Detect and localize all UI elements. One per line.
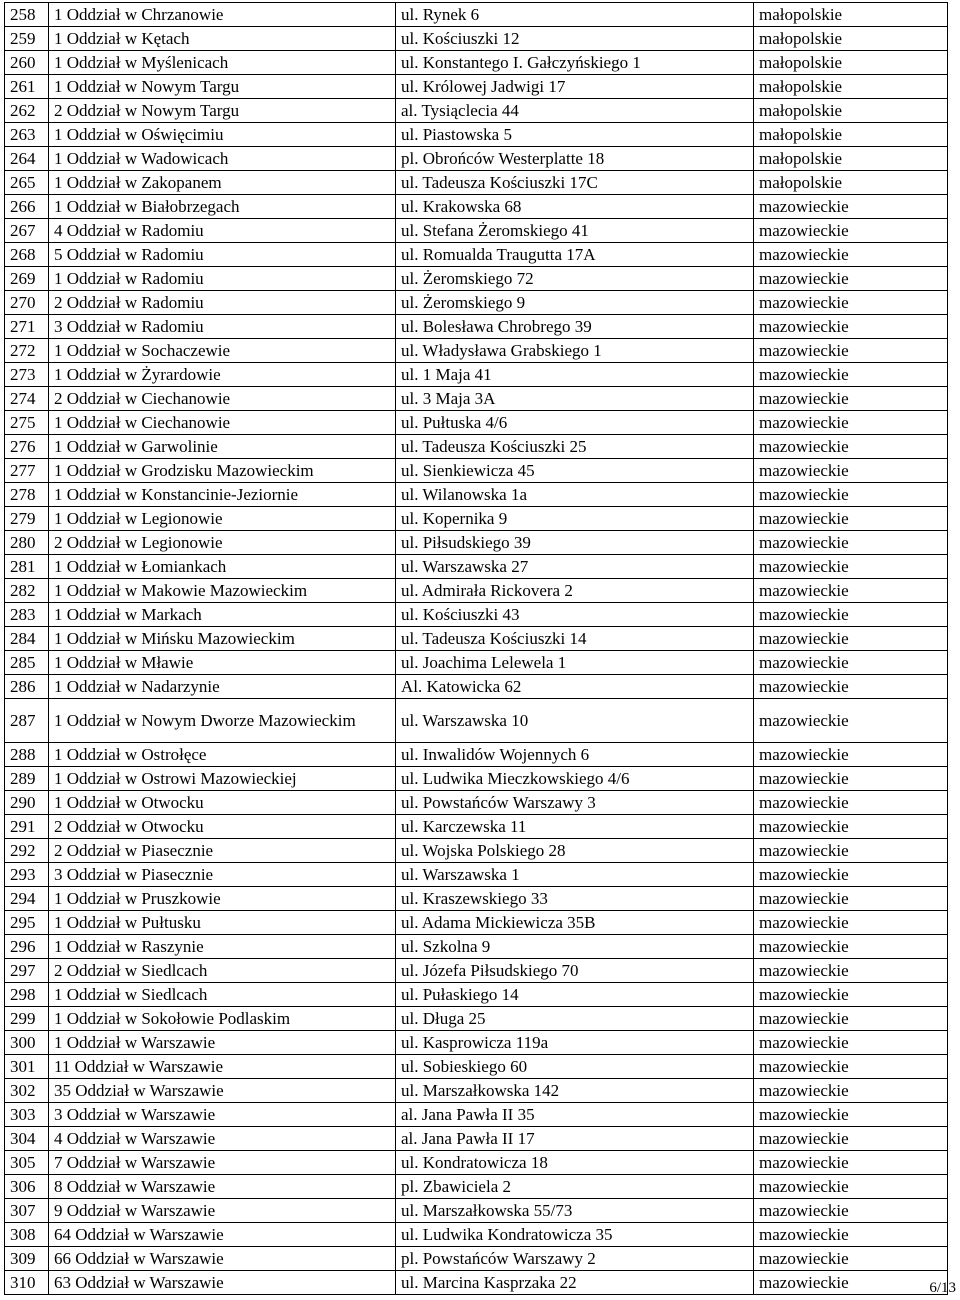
table-row (5, 911, 948, 935)
branch-name-cell: 4 Oddział w Radomiu (49, 219, 396, 243)
branch-name-cell: 5 Oddział w Radomiu (49, 243, 396, 267)
address-cell: ul. Tadeusza Kościuszki 25 (396, 435, 754, 459)
branch-name-cell: 2 Oddział w Legionowie (49, 531, 396, 555)
voivodeship-cell: małopolskie (754, 147, 948, 171)
table-row (5, 1223, 948, 1247)
branch-name-cell: 1 Oddział w Warszawie (49, 1031, 396, 1055)
row-number-cell: 302 (5, 1079, 49, 1103)
address-cell: ul. Kościuszki 43 (396, 603, 754, 627)
row-number-cell: 274 (5, 387, 49, 411)
branch-name-cell: 8 Oddział w Warszawie (49, 1175, 396, 1199)
address-cell: ul. Marszałkowska 55/73 (396, 1199, 754, 1223)
row-number-cell: 275 (5, 411, 49, 435)
address-cell: ul. Ludwika Kondratowicza 35 (396, 1223, 754, 1247)
table-row (5, 267, 948, 291)
voivodeship-cell: małopolskie (754, 99, 948, 123)
voivodeship-cell: mazowieckie (754, 1271, 948, 1295)
branch-name-cell: 1 Oddział w Siedlcach (49, 983, 396, 1007)
address-cell: ul. Sobieskiego 60 (396, 1055, 754, 1079)
address-cell: ul. Wojska Polskiego 28 (396, 839, 754, 863)
table-row (5, 27, 948, 51)
table-row (5, 815, 948, 839)
branch-name-cell: 3 Oddział w Radomiu (49, 315, 396, 339)
row-number-cell: 297 (5, 959, 49, 983)
voivodeship-cell: małopolskie (754, 51, 948, 75)
branch-name-cell: 35 Oddział w Warszawie (49, 1079, 396, 1103)
row-number-cell: 298 (5, 983, 49, 1007)
branch-table-body (5, 3, 948, 1295)
address-cell: ul. Ludwika Mieczkowskiego 4/6 (396, 767, 754, 791)
voivodeship-cell: mazowieckie (754, 839, 948, 863)
row-number-cell: 285 (5, 651, 49, 675)
voivodeship-cell: małopolskie (754, 123, 948, 147)
voivodeship-cell: mazowieckie (754, 863, 948, 887)
row-number-cell: 293 (5, 863, 49, 887)
branch-name-cell: 1 Oddział w Nowym Targu (49, 75, 396, 99)
table-row (5, 1079, 948, 1103)
address-cell: ul. Piłsudskiego 39 (396, 531, 754, 555)
table-row (5, 627, 948, 651)
voivodeship-cell: mazowieckie (754, 219, 948, 243)
table-row (5, 651, 948, 675)
address-cell: ul. 3 Maja 3A (396, 387, 754, 411)
table-row (5, 291, 948, 315)
table-row (5, 1031, 948, 1055)
row-number-cell: 281 (5, 555, 49, 579)
table-row (5, 219, 948, 243)
table-row (5, 99, 948, 123)
table-row (5, 1271, 948, 1295)
branch-name-cell: 2 Oddział w Radomiu (49, 291, 396, 315)
branch-name-cell: 1 Oddział w Sokołowie Podlaskim (49, 1007, 396, 1031)
voivodeship-cell: mazowieckie (754, 959, 948, 983)
branch-name-cell: 1 Oddział w Białobrzegach (49, 195, 396, 219)
address-cell: ul. Tadeusza Kościuszki 14 (396, 627, 754, 651)
table-row (5, 411, 948, 435)
address-cell: ul. Długa 25 (396, 1007, 754, 1031)
table-row (5, 603, 948, 627)
address-cell: ul. Piastowska 5 (396, 123, 754, 147)
row-number-cell: 277 (5, 459, 49, 483)
voivodeship-cell: mazowieckie (754, 983, 948, 1007)
branch-name-cell: 1 Oddział w Konstancinie-Jeziornie (49, 483, 396, 507)
row-number-cell: 276 (5, 435, 49, 459)
voivodeship-cell: mazowieckie (754, 1247, 948, 1271)
voivodeship-cell: mazowieckie (754, 1223, 948, 1247)
voivodeship-cell: mazowieckie (754, 1127, 948, 1151)
voivodeship-cell: mazowieckie (754, 1199, 948, 1223)
address-cell: ul. Tadeusza Kościuszki 17C (396, 171, 754, 195)
branch-name-cell: 1 Oddział w Raszynie (49, 935, 396, 959)
address-cell: ul. Żeromskiego 72 (396, 267, 754, 291)
row-number-cell: 283 (5, 603, 49, 627)
row-number-cell: 301 (5, 1055, 49, 1079)
voivodeship-cell: mazowieckie (754, 267, 948, 291)
table-row (5, 363, 948, 387)
row-number-cell: 291 (5, 815, 49, 839)
address-cell: ul. Pułaskiego 14 (396, 983, 754, 1007)
table-row (5, 1199, 948, 1223)
table-row (5, 935, 948, 959)
voivodeship-cell: mazowieckie (754, 627, 948, 651)
branch-name-cell: 1 Oddział w Nowym Dworze Mazowieckim (49, 699, 396, 743)
row-number-cell: 310 (5, 1271, 49, 1295)
address-cell: ul. Kraszewskiego 33 (396, 887, 754, 911)
branch-name-cell: 1 Oddział w Pułtusku (49, 911, 396, 935)
row-number-cell: 299 (5, 1007, 49, 1031)
branch-name-cell: 1 Oddział w Mławie (49, 651, 396, 675)
row-number-cell: 307 (5, 1199, 49, 1223)
row-number-cell: 292 (5, 839, 49, 863)
row-number-cell: 295 (5, 911, 49, 935)
row-number-cell: 268 (5, 243, 49, 267)
branch-name-cell: 63 Oddział w Warszawie (49, 1271, 396, 1295)
branch-name-cell: 2 Oddział w Nowym Targu (49, 99, 396, 123)
branch-name-cell: 1 Oddział w Ostrołęce (49, 743, 396, 767)
address-cell: ul. Szkolna 9 (396, 935, 754, 959)
row-number-cell: 287 (5, 699, 49, 743)
row-number-cell: 288 (5, 743, 49, 767)
row-number-cell: 269 (5, 267, 49, 291)
address-cell: ul. Admirała Rickovera 2 (396, 579, 754, 603)
voivodeship-cell: małopolskie (754, 27, 948, 51)
branch-name-cell: 1 Oddział w Pruszkowie (49, 887, 396, 911)
row-number-cell: 289 (5, 767, 49, 791)
address-cell: ul. Adama Mickiewicza 35B (396, 911, 754, 935)
row-number-cell: 264 (5, 147, 49, 171)
address-cell: ul. Rynek 6 (396, 3, 754, 27)
table-row (5, 1175, 948, 1199)
address-cell: ul. Karczewska 11 (396, 815, 754, 839)
branch-name-cell: 1 Oddział w Ostrowi Mazowieckiej (49, 767, 396, 791)
address-cell: pl. Zbawiciela 2 (396, 1175, 754, 1199)
voivodeship-cell: małopolskie (754, 3, 948, 27)
address-cell: ul. Władysława Grabskiego 1 (396, 339, 754, 363)
table-row (5, 147, 948, 171)
row-number-cell: 267 (5, 219, 49, 243)
branch-name-cell: 1 Oddział w Otwocku (49, 791, 396, 815)
row-number-cell: 308 (5, 1223, 49, 1247)
table-row (5, 339, 948, 363)
branch-name-cell: 1 Oddział w Radomiu (49, 267, 396, 291)
address-cell: ul. Kopernika 9 (396, 507, 754, 531)
table-row (5, 1103, 948, 1127)
voivodeship-cell: mazowieckie (754, 1103, 948, 1127)
row-number-cell: 280 (5, 531, 49, 555)
voivodeship-cell: mazowieckie (754, 815, 948, 839)
voivodeship-cell: mazowieckie (754, 1079, 948, 1103)
row-number-cell: 262 (5, 99, 49, 123)
row-number-cell: 270 (5, 291, 49, 315)
address-cell: Al. Katowicka 62 (396, 675, 754, 699)
table-row (5, 983, 948, 1007)
branch-name-cell: 66 Oddział w Warszawie (49, 1247, 396, 1271)
address-cell: ul. Inwalidów Wojennych 6 (396, 743, 754, 767)
voivodeship-cell: mazowieckie (754, 743, 948, 767)
table-row (5, 863, 948, 887)
voivodeship-cell: mazowieckie (754, 791, 948, 815)
table-row (5, 387, 948, 411)
branch-name-cell: 4 Oddział w Warszawie (49, 1127, 396, 1151)
row-number-cell: 260 (5, 51, 49, 75)
row-number-cell: 282 (5, 579, 49, 603)
row-number-cell: 273 (5, 363, 49, 387)
voivodeship-cell: mazowieckie (754, 483, 948, 507)
table-row (5, 435, 948, 459)
branch-name-cell: 1 Oddział w Ciechanowie (49, 411, 396, 435)
voivodeship-cell: mazowieckie (754, 935, 948, 959)
table-row (5, 1151, 948, 1175)
address-cell: ul. Warszawska 27 (396, 555, 754, 579)
row-number-cell: 263 (5, 123, 49, 147)
branch-name-cell: 1 Oddział w Legionowie (49, 507, 396, 531)
address-cell: al. Jana Pawła II 35 (396, 1103, 754, 1127)
branch-name-cell: 1 Oddział w Zakopanem (49, 171, 396, 195)
voivodeship-cell: mazowieckie (754, 507, 948, 531)
branch-name-cell: 3 Oddział w Warszawie (49, 1103, 396, 1127)
row-number-cell: 259 (5, 27, 49, 51)
page-number: 6/13 (929, 1280, 956, 1296)
voivodeship-cell: małopolskie (754, 75, 948, 99)
voivodeship-cell: mazowieckie (754, 887, 948, 911)
row-number-cell: 305 (5, 1151, 49, 1175)
table-row (5, 243, 948, 267)
voivodeship-cell: mazowieckie (754, 1055, 948, 1079)
row-number-cell: 272 (5, 339, 49, 363)
table-row (5, 1007, 948, 1031)
voivodeship-cell: mazowieckie (754, 459, 948, 483)
row-number-cell: 296 (5, 935, 49, 959)
branch-name-cell: 1 Oddział w Wadowicach (49, 147, 396, 171)
table-row (5, 507, 948, 531)
branch-name-cell: 1 Oddział w Makowie Mazowieckim (49, 579, 396, 603)
voivodeship-cell: mazowieckie (754, 1151, 948, 1175)
branch-name-cell: 1 Oddział w Żyrardowie (49, 363, 396, 387)
branch-name-cell: 9 Oddział w Warszawie (49, 1199, 396, 1223)
address-cell: ul. Powstańców Warszawy 3 (396, 791, 754, 815)
row-number-cell: 261 (5, 75, 49, 99)
voivodeship-cell: mazowieckie (754, 195, 948, 219)
row-number-cell: 279 (5, 507, 49, 531)
voivodeship-cell: mazowieckie (754, 243, 948, 267)
table-row (5, 1055, 948, 1079)
address-cell: ul. Marszałkowska 142 (396, 1079, 754, 1103)
address-cell: ul. Kasprowicza 119a (396, 1031, 754, 1055)
address-cell: ul. Pułtuska 4/6 (396, 411, 754, 435)
branch-name-cell: 1 Oddział w Łomiankach (49, 555, 396, 579)
branch-name-cell: 3 Oddział w Piasecznie (49, 863, 396, 887)
voivodeship-cell: mazowieckie (754, 387, 948, 411)
table-row (5, 315, 948, 339)
table-row (5, 531, 948, 555)
table-row (5, 459, 948, 483)
voivodeship-cell: mazowieckie (754, 911, 948, 935)
branch-name-cell: 1 Oddział w Nadarzynie (49, 675, 396, 699)
voivodeship-cell: mazowieckie (754, 531, 948, 555)
branch-name-cell: 7 Oddział w Warszawie (49, 1151, 396, 1175)
address-cell: ul. Stefana Żeromskiego 41 (396, 219, 754, 243)
voivodeship-cell: mazowieckie (754, 1031, 948, 1055)
voivodeship-cell: mazowieckie (754, 1007, 948, 1031)
table-row (5, 699, 948, 743)
branch-name-cell: 1 Oddział w Chrzanowie (49, 3, 396, 27)
branch-name-cell: 1 Oddział w Garwolinie (49, 435, 396, 459)
address-cell: ul. 1 Maja 41 (396, 363, 754, 387)
branch-name-cell: 1 Oddział w Oświęcimiu (49, 123, 396, 147)
branch-table (4, 2, 948, 1295)
voivodeship-cell: mazowieckie (754, 555, 948, 579)
row-number-cell: 258 (5, 3, 49, 27)
table-row (5, 839, 948, 863)
address-cell: ul. Krakowska 68 (396, 195, 754, 219)
row-number-cell: 300 (5, 1031, 49, 1055)
row-number-cell: 304 (5, 1127, 49, 1151)
voivodeship-cell: mazowieckie (754, 411, 948, 435)
address-cell: ul. Józefa Piłsudskiego 70 (396, 959, 754, 983)
branch-name-cell: 1 Oddział w Grodzisku Mazowieckim (49, 459, 396, 483)
row-number-cell: 303 (5, 1103, 49, 1127)
table-row (5, 887, 948, 911)
table-row (5, 171, 948, 195)
table-row (5, 483, 948, 507)
voivodeship-cell: mazowieckie (754, 767, 948, 791)
voivodeship-cell: mazowieckie (754, 579, 948, 603)
address-cell: ul. Żeromskiego 9 (396, 291, 754, 315)
address-cell: ul. Romualda Traugutta 17A (396, 243, 754, 267)
row-number-cell: 271 (5, 315, 49, 339)
voivodeship-cell: mazowieckie (754, 699, 948, 743)
table-row (5, 1127, 948, 1151)
row-number-cell: 309 (5, 1247, 49, 1271)
branch-name-cell: 2 Oddział w Ciechanowie (49, 387, 396, 411)
address-cell: al. Jana Pawła II 17 (396, 1127, 754, 1151)
row-number-cell: 306 (5, 1175, 49, 1199)
row-number-cell: 266 (5, 195, 49, 219)
row-number-cell: 286 (5, 675, 49, 699)
address-cell: ul. Bolesława Chrobrego 39 (396, 315, 754, 339)
address-cell: ul. Kondratowicza 18 (396, 1151, 754, 1175)
row-number-cell: 265 (5, 171, 49, 195)
address-cell: pl. Powstańców Warszawy 2 (396, 1247, 754, 1271)
address-cell: ul. Królowej Jadwigi 17 (396, 75, 754, 99)
address-cell: ul. Marcina Kasprzaka 22 (396, 1271, 754, 1295)
table-row (5, 195, 948, 219)
address-cell: ul. Sienkiewicza 45 (396, 459, 754, 483)
table-row (5, 791, 948, 815)
table-row (5, 767, 948, 791)
address-cell: ul. Warszawska 10 (396, 699, 754, 743)
row-number-cell: 284 (5, 627, 49, 651)
address-cell: ul. Wilanowska 1a (396, 483, 754, 507)
branch-name-cell: 64 Oddział w Warszawie (49, 1223, 396, 1247)
address-cell: ul. Kościuszki 12 (396, 27, 754, 51)
voivodeship-cell: mazowieckie (754, 651, 948, 675)
voivodeship-cell: mazowieckie (754, 363, 948, 387)
branch-name-cell: 1 Oddział w Markach (49, 603, 396, 627)
voivodeship-cell: mazowieckie (754, 339, 948, 363)
branch-name-cell: 1 Oddział w Kętach (49, 27, 396, 51)
branch-name-cell: 11 Oddział w Warszawie (49, 1055, 396, 1079)
table-row (5, 959, 948, 983)
address-cell: al. Tysiąclecia 44 (396, 99, 754, 123)
row-number-cell: 290 (5, 791, 49, 815)
table-row (5, 1247, 948, 1271)
branch-name-cell: 1 Oddział w Myślenicach (49, 51, 396, 75)
table-row (5, 123, 948, 147)
voivodeship-cell: mazowieckie (754, 435, 948, 459)
branch-name-cell: 2 Oddział w Piasecznie (49, 839, 396, 863)
table-row (5, 579, 948, 603)
table-row (5, 75, 948, 99)
voivodeship-cell: mazowieckie (754, 675, 948, 699)
table-row (5, 675, 948, 699)
address-cell: pl. Obrońców Westerplatte 18 (396, 147, 754, 171)
branch-name-cell: 1 Oddział w Sochaczewie (49, 339, 396, 363)
address-cell: ul. Warszawska 1 (396, 863, 754, 887)
voivodeship-cell: mazowieckie (754, 603, 948, 627)
table-row (5, 555, 948, 579)
table-row (5, 51, 948, 75)
branch-name-cell: 1 Oddział w Mińsku Mazowieckim (49, 627, 396, 651)
table-row (5, 3, 948, 27)
table-row (5, 743, 948, 767)
branch-name-cell: 2 Oddział w Otwocku (49, 815, 396, 839)
voivodeship-cell: mazowieckie (754, 291, 948, 315)
voivodeship-cell: małopolskie (754, 171, 948, 195)
address-cell: ul. Konstantego I. Gałczyńskiego 1 (396, 51, 754, 75)
voivodeship-cell: mazowieckie (754, 1175, 948, 1199)
branch-name-cell: 2 Oddział w Siedlcach (49, 959, 396, 983)
address-cell: ul. Joachima Lelewela 1 (396, 651, 754, 675)
voivodeship-cell: mazowieckie (754, 315, 948, 339)
row-number-cell: 294 (5, 887, 49, 911)
row-number-cell: 278 (5, 483, 49, 507)
